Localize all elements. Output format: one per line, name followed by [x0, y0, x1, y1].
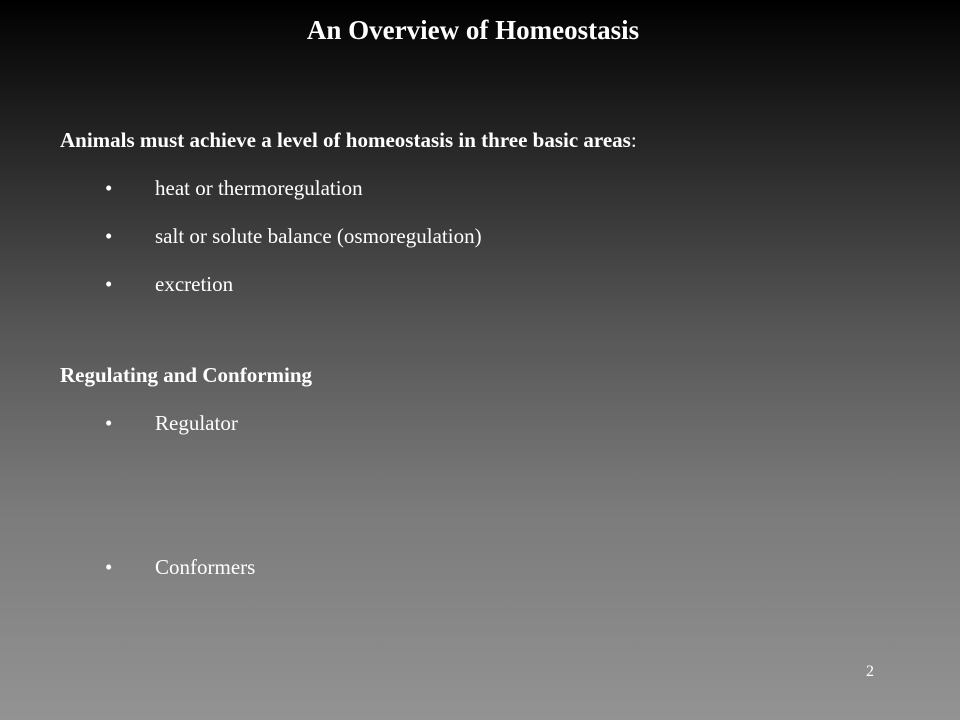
slide-title: An Overview of Homeostasis — [306, 15, 640, 45]
bullet-text: excretion — [155, 272, 234, 296]
bullet-glyph: • — [105, 224, 113, 248]
section-heading-regulating: Regulating and Conforming — [60, 363, 313, 387]
section-heading-areas-text: Animals must achieve a level of homeostasis in three basic areas — [60, 128, 631, 152]
bullet-text: Conformers — [155, 555, 256, 579]
section-heading-areas-colon: : — [630, 128, 637, 152]
bullet-glyph: • — [105, 272, 113, 296]
bullet-text: heat or thermoregulation — [155, 176, 363, 200]
bullet-item-excretion — [105, 270, 233, 298]
bullet-glyph: • — [105, 555, 113, 579]
bullet-item-thermoregulation — [105, 174, 363, 202]
bullet-glyph: • — [105, 176, 113, 200]
bullet-item-conformers — [105, 553, 255, 581]
bullet-item-regulator — [105, 409, 238, 437]
page-number: 2 — [866, 663, 874, 680]
bullet-glyph: • — [105, 411, 113, 435]
bullet-text: salt or solute balance (osmoregulation) — [155, 224, 482, 248]
section-heading-areas — [60, 126, 637, 154]
bullet-item-osmoregulation — [105, 222, 482, 250]
bullet-text: Regulator — [155, 411, 238, 435]
